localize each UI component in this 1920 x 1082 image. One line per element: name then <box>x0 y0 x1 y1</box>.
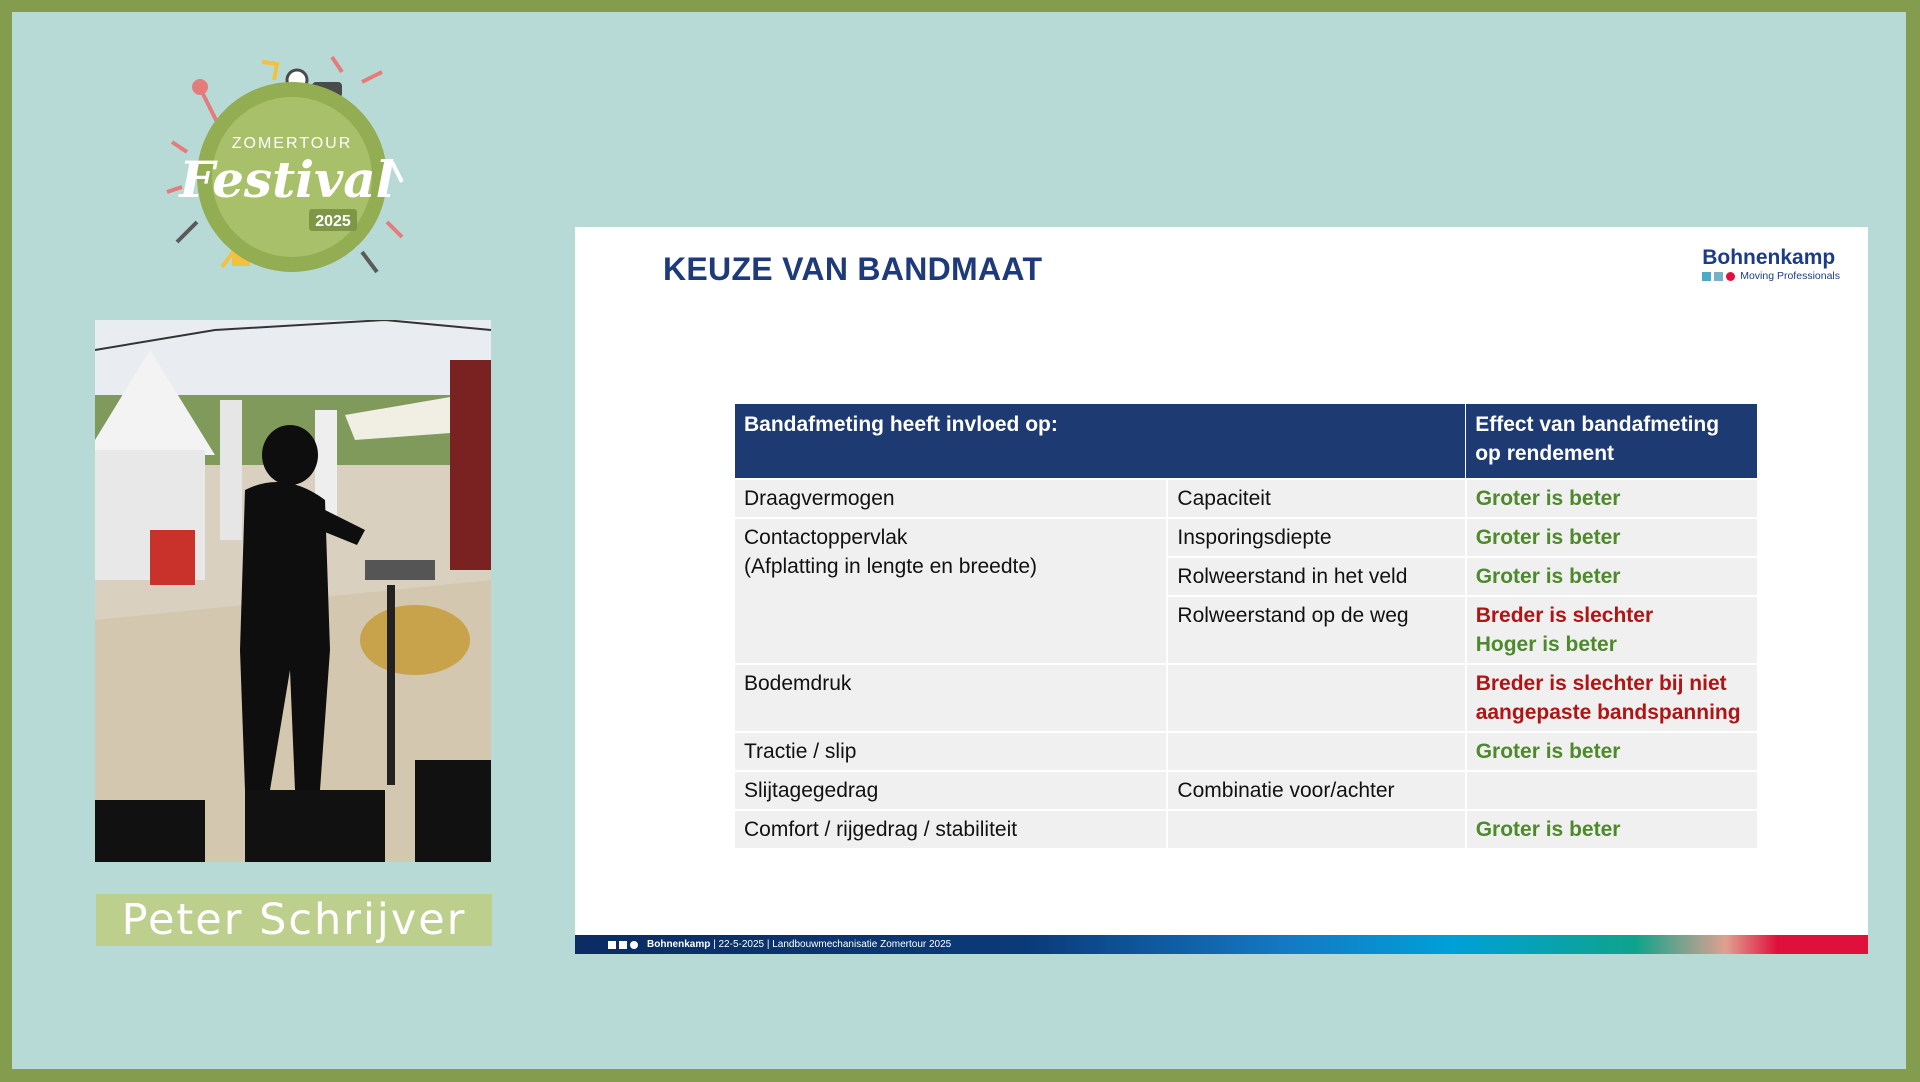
hay-bale <box>360 605 470 675</box>
table-row: Slijtagegedrag Combinatie voor/achter <box>735 771 1757 810</box>
table-row: Rolweerstand op de weg Breder is slechter Hoger is beter <box>735 596 1757 664</box>
speaker-camera-feed <box>95 320 491 862</box>
presentation-slide <box>575 227 1868 954</box>
brand-square-icon <box>1714 272 1723 281</box>
footer-brand-icon <box>608 941 638 949</box>
contact-area-cell: Contactoppervlak (Afplatting in lengte en breedte) <box>735 518 1167 664</box>
table-header-row <box>735 404 1757 479</box>
logo-script-text: Festival <box>179 150 395 209</box>
slide-title: KEUZE VAN BANDMAAT <box>663 251 1043 287</box>
stream-frame <box>12 12 1906 1069</box>
brand-square-icon <box>1702 272 1711 281</box>
header-influence: Bandafmeting heeft invloed op: <box>735 404 1466 479</box>
speaker-name: Peter Schrijver <box>121 895 467 945</box>
tire-size-table <box>735 404 1757 848</box>
brand-dot-icon <box>1726 272 1735 281</box>
table-row: Draagvermogen Capaciteit Groter is beter <box>735 479 1757 518</box>
brand-name: Bohnenkamp <box>1702 246 1836 269</box>
footer-brand: Bohnenkamp <box>647 939 711 950</box>
logo-year: 2025 <box>315 213 351 230</box>
speaker-name-plate <box>96 894 492 946</box>
footer-text: | 22-5-2025 | Landbouwmechanisatie Zomertour 2025 <box>710 939 952 950</box>
festival-logo <box>162 42 422 302</box>
brand-tagline: Moving Professionals <box>1740 270 1840 282</box>
table-row: Tractie / slip Groter is beter <box>735 732 1757 771</box>
slide-footer <box>575 935 1868 954</box>
logo-top-text: ZOMERTOUR <box>231 135 353 152</box>
table-row: Bodemdruk Breder is slechter bij niet aangepaste bandspanning <box>735 664 1757 732</box>
table-row: Rolweerstand in het veld Groter is beter <box>735 557 1757 596</box>
brand-logo <box>1702 247 1840 282</box>
header-effect: Effect van bandafmeting op rendement <box>1466 404 1757 479</box>
table-row: Contactoppervlak (Afplatting in lengte en breedte) Insporingsdiepte Groter is beter <box>735 518 1757 557</box>
table-row: Comfort / rijgedrag / stabiliteit Groter is beter <box>735 810 1757 848</box>
